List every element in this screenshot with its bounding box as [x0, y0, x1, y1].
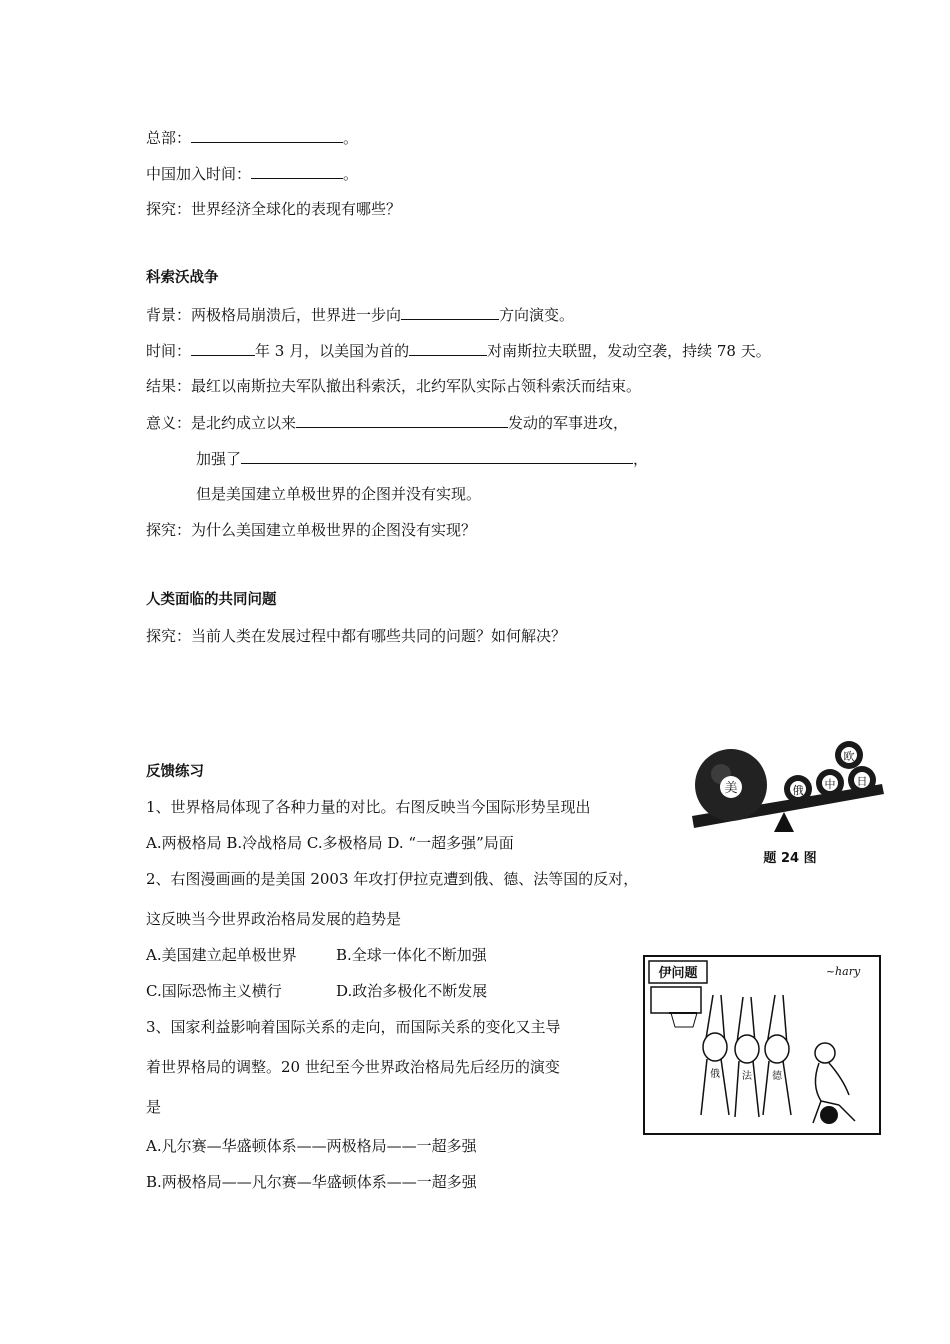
scale-fulcrum — [774, 812, 794, 832]
common-problems-title: 人类面临的共同问题 — [146, 592, 277, 608]
iraq-cartoon-figure — [643, 955, 881, 1135]
question-3-option-a: A.凡尔赛—华盛顿体系——两极格局——一超多强 — [146, 1137, 477, 1155]
kosovo-time — [146, 340, 771, 361]
ball-japan-label: 日 — [856, 775, 868, 788]
question-3-line-3: 是 — [146, 1098, 162, 1116]
kosovo-strengthen — [196, 448, 648, 469]
ball-europe-label: 欧 — [843, 750, 855, 763]
background-suffix: 方向演变。 — [499, 306, 575, 324]
headquarters-label: 总部： — [146, 129, 192, 147]
time-prefix: 时间： — [146, 342, 192, 360]
question-3-option-b: B.两极格局——凡尔赛—华盛顿体系——一超多强 — [146, 1173, 477, 1191]
question-2-line-2: 这反映当今世界政治格局发展的趋势是 — [146, 910, 402, 928]
significance-suffix: 发动的军事进攻， — [508, 414, 629, 432]
china-join-blank[interactable] — [251, 163, 343, 179]
china-join-label: 中国加入时间： — [146, 165, 252, 183]
background-prefix: 背景：两极格局崩溃后，世界进一步向 — [146, 306, 402, 324]
strengthen-suffix: ， — [633, 450, 649, 468]
figure1-caption: 题 24 图 — [763, 851, 817, 866]
balance-scale-figure — [686, 732, 886, 870]
question-1-options: A.两极格局 B.冷战格局 C.多极格局 D. “一超多强”局面 — [146, 834, 514, 852]
question-2-options-cd — [146, 981, 487, 1001]
headquarters-end: 。 — [343, 129, 359, 147]
time-year-blank[interactable] — [191, 340, 255, 356]
kosovo-explore: 探究：为什么美国建立单极世界的企图没有实现？ — [146, 521, 477, 539]
q2-option-d: D.政治多极化不断发展 — [336, 982, 488, 1000]
question-3-line-1: 3、国家利益影响着国际关系的走向，而国际关系的变化又主导 — [146, 1018, 561, 1036]
question-2-line-1: 2、右图漫画画的是美国 2003 年攻打伊拉克遭到俄、德、法等国的反对， — [146, 870, 639, 888]
strengthen-blank[interactable] — [241, 448, 633, 464]
strengthen-prefix: 加强了 — [196, 450, 242, 468]
basketball — [820, 1106, 838, 1124]
kosovo-result: 结果：最红以南斯拉夫军队撤出科索沃，北约军队实际占领科索沃而结束。 — [146, 377, 642, 395]
explore-globalization: 探究：世界经济全球化的表现有哪些？ — [146, 200, 402, 218]
q2-option-c: C.国际恐怖主义横行 — [146, 982, 282, 1000]
time-org-blank[interactable] — [409, 340, 487, 356]
cartoon-signature: ~hary — [825, 965, 861, 978]
ball-russia-label: 俄 — [792, 784, 804, 797]
jersey-france: 法 — [742, 1071, 752, 1082]
feedback-title: 反馈练习 — [146, 764, 204, 780]
kosovo-title: 科索沃战争 — [146, 270, 219, 286]
china-join-line — [146, 163, 358, 184]
significance-prefix: 意义：是北约成立以来 — [146, 414, 297, 432]
question-2-options-ab — [146, 945, 487, 965]
time-suffix: 对南斯拉夫联盟，发动空袭，持续 78 天。 — [487, 342, 771, 360]
ball-china-label: 中 — [824, 778, 836, 791]
headquarters-line — [146, 127, 358, 148]
jersey-russia: 俄 — [710, 1069, 720, 1080]
q2-option-a: A.美国建立起单极世界 — [146, 946, 297, 964]
common-problems-explore: 探究：当前人类在发展过程中都有哪些共同的问题？如何解决？ — [146, 627, 567, 645]
significance-blank[interactable] — [296, 412, 508, 428]
kosovo-background — [146, 304, 574, 325]
headquarters-blank[interactable] — [191, 127, 343, 143]
question-3-line-2: 着世界格局的调整。20 世纪至今世界政治格局先后经历的演变 — [146, 1058, 560, 1076]
cartoon-title: 伊问题 — [658, 966, 698, 981]
q2-option-b: B.全球一体化不断加强 — [336, 946, 487, 964]
background-blank[interactable] — [401, 304, 499, 320]
kosovo-but-line: 但是美国建立单极世界的企图并没有实现。 — [196, 485, 482, 503]
jersey-germany: 德 — [772, 1071, 782, 1082]
iraq-cartoon-illustration — [643, 955, 881, 1135]
balance-scale-illustration — [686, 732, 886, 870]
ball-usa-label: 美 — [724, 781, 738, 796]
question-1: 1、世界格局体现了各种力量的对比。右图反映当今国际形势呈现出 — [146, 798, 591, 816]
kosovo-significance — [146, 412, 628, 433]
time-middle: 年 3 月，以美国为首的 — [255, 342, 410, 360]
china-join-end: 。 — [343, 165, 359, 183]
